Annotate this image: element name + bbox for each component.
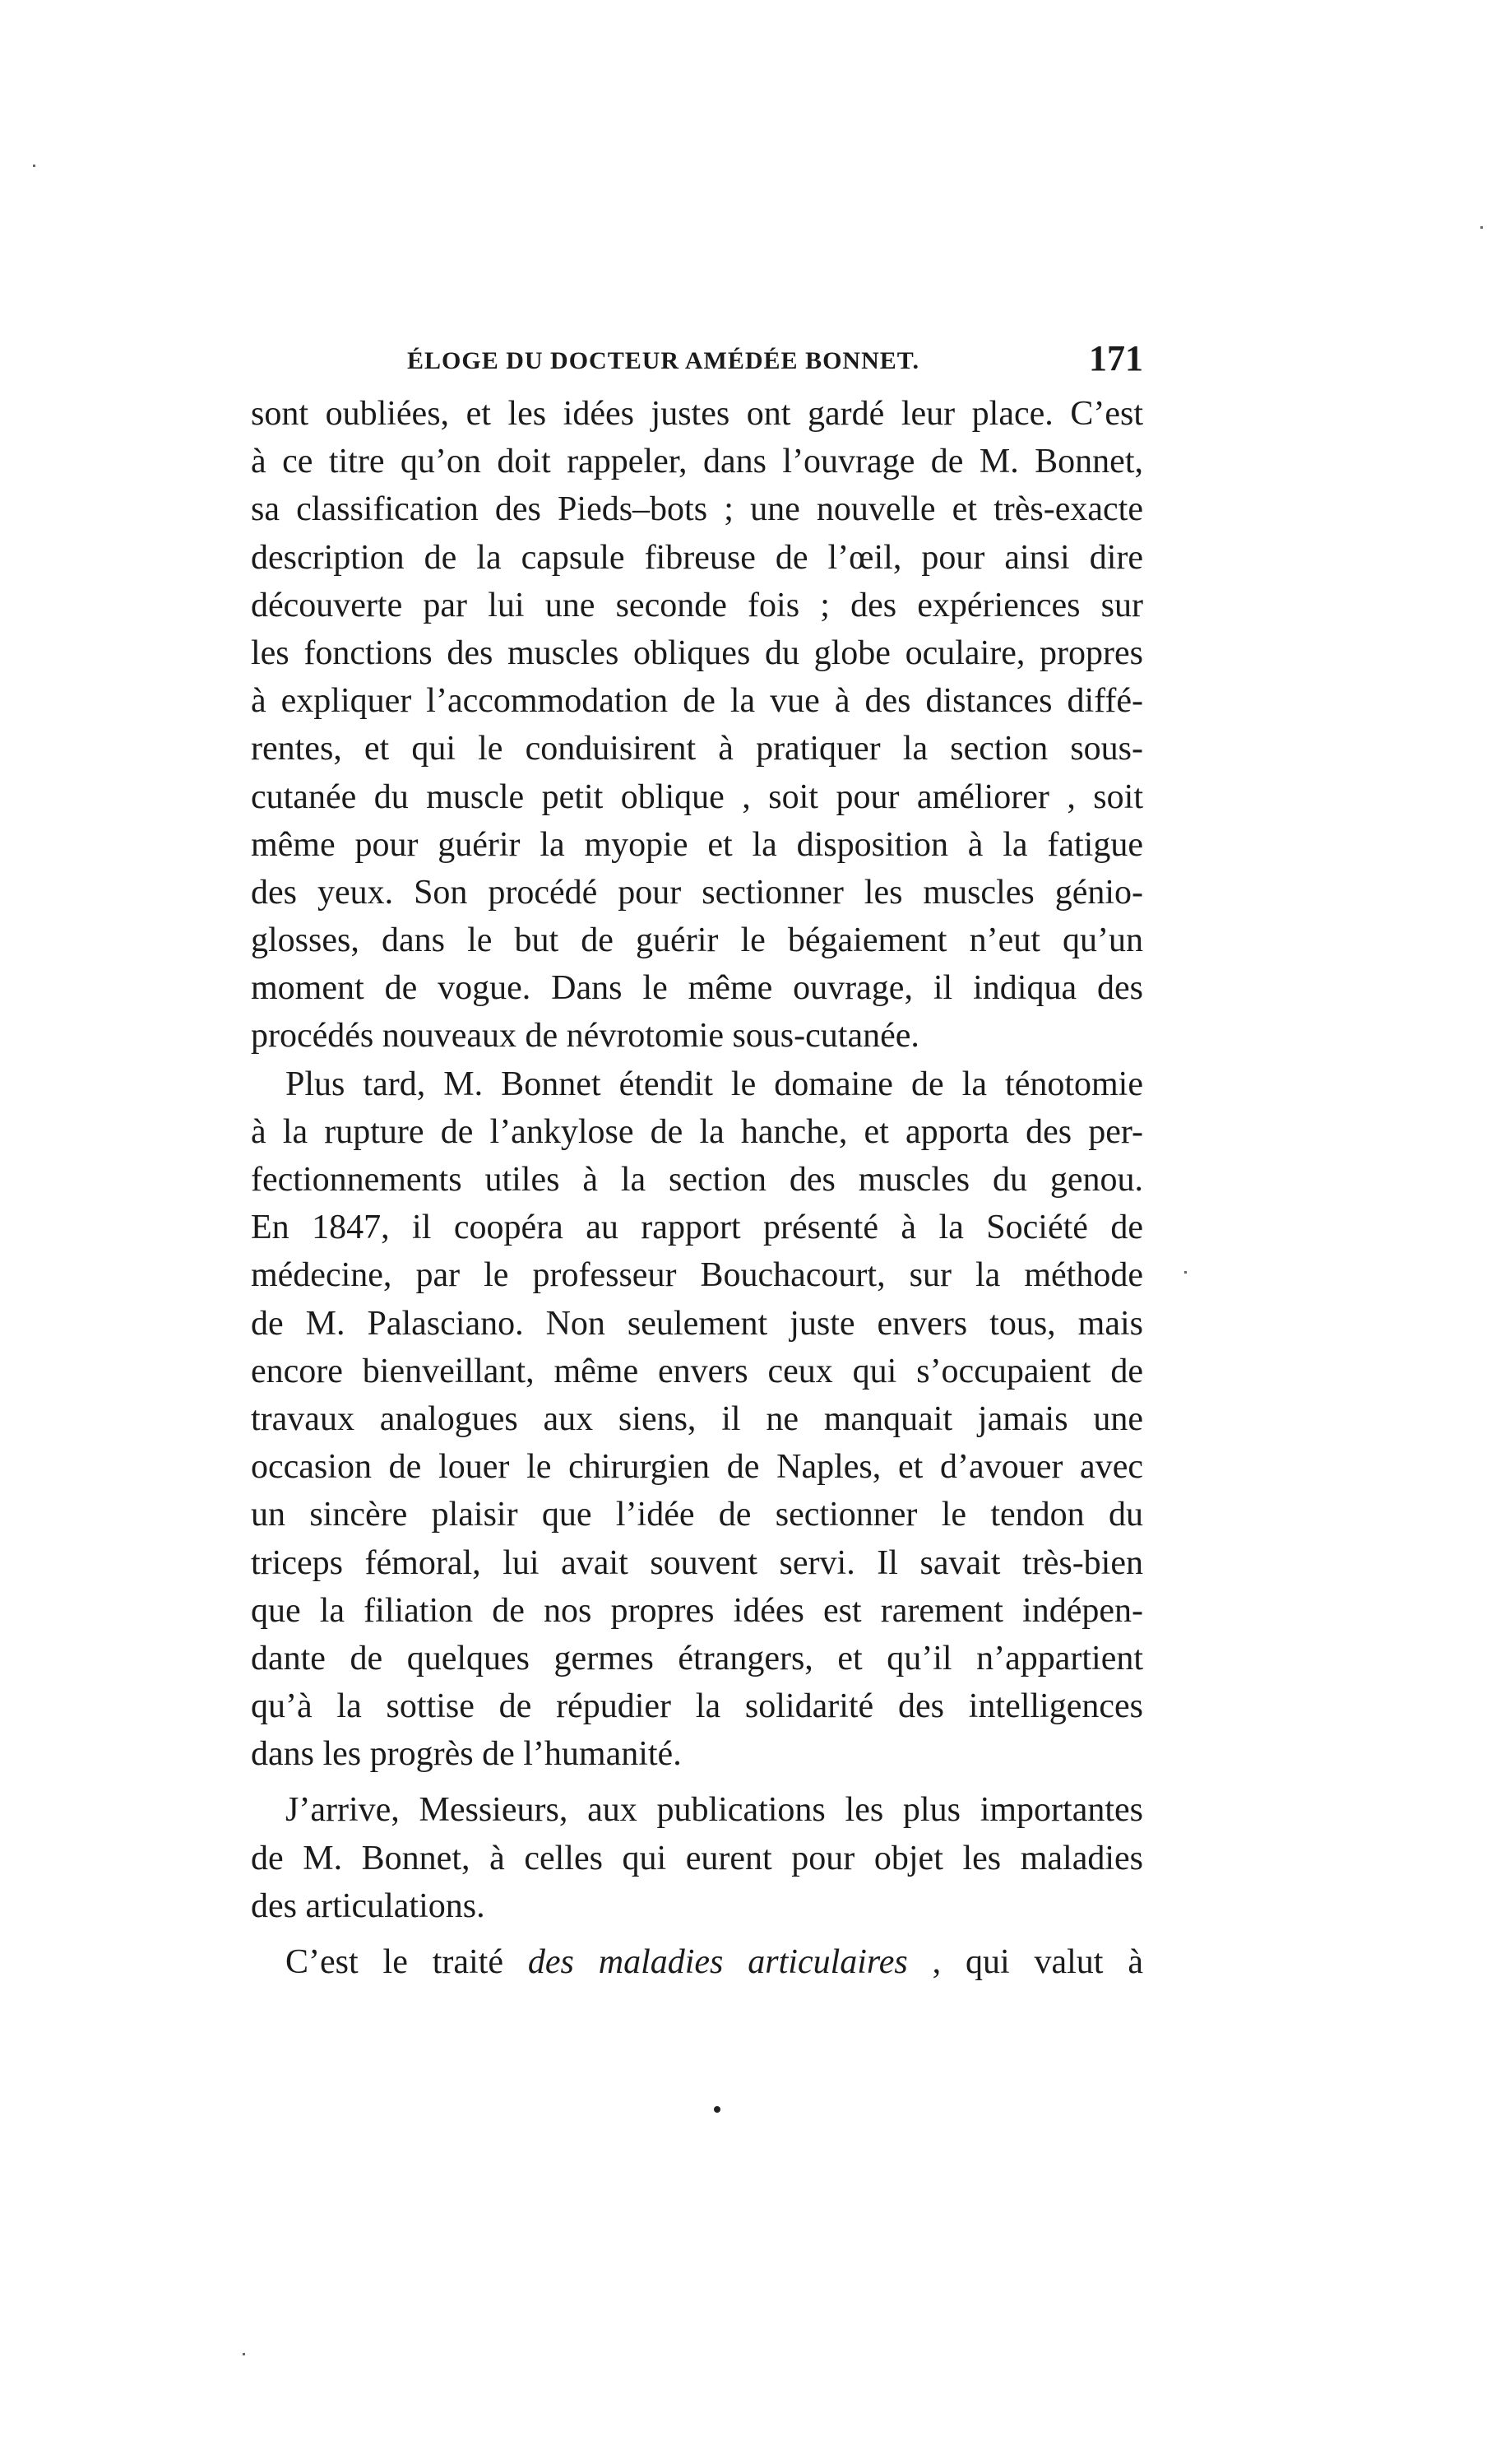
text-line: procédés nouveaux de névrotomie sous-cutanée. [251,1017,919,1056]
text-line: découverte par lui une seconde fois ; des expériences sur [251,586,1143,624]
text-line: les fonctions des muscles obliques du globe oculaire, propres [251,633,1143,672]
paper-speck [1480,226,1483,229]
text-line: médecine, par le professeur Bouchacourt, sur la méthode [251,1256,1143,1295]
text-line: de M. Palasciano. Non seulement juste envers tous, mais [251,1304,1143,1343]
text-line: dans les progrès de l’humanité. [251,1735,682,1774]
text-line: travaux analogues aux siens, il ne manquait jamais une [251,1399,1143,1438]
running-head [251,337,1143,387]
text-line: encore bienveillant, même envers ceux qui s’occupaient de [251,1352,1143,1390]
final-line-end: , qui valut à [932,1943,1143,1981]
text-line: sont oubliées, et les idées justes ont gardé leur place. C’est [251,395,1143,433]
text-line: à ce titre qu’on doit rappeler, dans l’ouvrage de M. Bonnet, [251,443,1143,481]
text-line: cutanée du muscle petit oblique , soit pour améliorer , soit [251,777,1143,816]
final-line-start: C’est le traité [285,1943,528,1981]
text-line: En 1847, il coopéra au rapport présenté à la Société de [251,1209,1143,1247]
paper-speck [243,2353,245,2355]
text-line: moment de vogue. Dans le même ouvrage, il indiqua des [251,969,1143,1008]
page-number: 171 [1089,338,1143,378]
text-line: description de la capsule fibreuse de l’œil, pour ainsi dire [251,538,1143,577]
text-line: des articulations. [251,1886,485,1925]
body-text [251,390,1143,1986]
text-line: fectionnements utiles à la section des muscles du genou. [251,1161,1143,1199]
text-line: que la filiation de nos propres idées est rarement indépen- [251,1591,1143,1630]
running-title: ÉLOGE DU DOCTEUR AMÉDÉE BONNET. [407,347,920,374]
paper-speck [1184,1271,1187,1274]
text-line-final [251,1938,1143,1986]
text-line: à expliquer l’accommodation de la vue à des distances diffé- [251,682,1143,721]
printed-dot [714,2106,720,2113]
text-line: un sincère plaisir que l’idée de sectionner le tendon du [251,1496,1143,1534]
paper-speck [33,165,35,167]
text-line: occasion de louer le chirurgien de Naples, et d’avouer avec [251,1448,1143,1487]
text-line: J’arrive, Messieurs, aux publications les plus importantes [285,1791,1143,1830]
text-line: sa classification des Pieds–bots ; une nouvelle et très-exacte [251,490,1143,529]
text-line: des yeux. Son procédé pour sectionner les muscles génio- [251,873,1143,912]
text-line: même pour guérir la myopie et la disposition à la fatigue [251,825,1143,864]
text-line: de M. Bonnet, à celles qui eurent pour objet les maladies [251,1839,1143,1877]
text-line: dante de quelques germes étrangers, et qu’il n’appartient [251,1639,1143,1677]
text-line: rentes, et qui le conduisirent à pratiquer la section sous- [251,730,1143,768]
text-line: glosses, dans le but de guérir le bégaiement n’eut qu’un [251,921,1143,960]
text-line: à la rupture de l’ankylose de la hanche, et apporta des per- [251,1112,1143,1151]
text-line: Plus tard, M. Bonnet étendit le domaine de la ténotomie [285,1065,1143,1103]
text-line: qu’à la sottise de répudier la solidarité des intelligences [251,1687,1143,1726]
book-title-italic: des maladies articulaires [527,1943,908,1981]
text-line: triceps fémoral, lui avait souvent servi. Il savait très-bien [251,1543,1143,1582]
